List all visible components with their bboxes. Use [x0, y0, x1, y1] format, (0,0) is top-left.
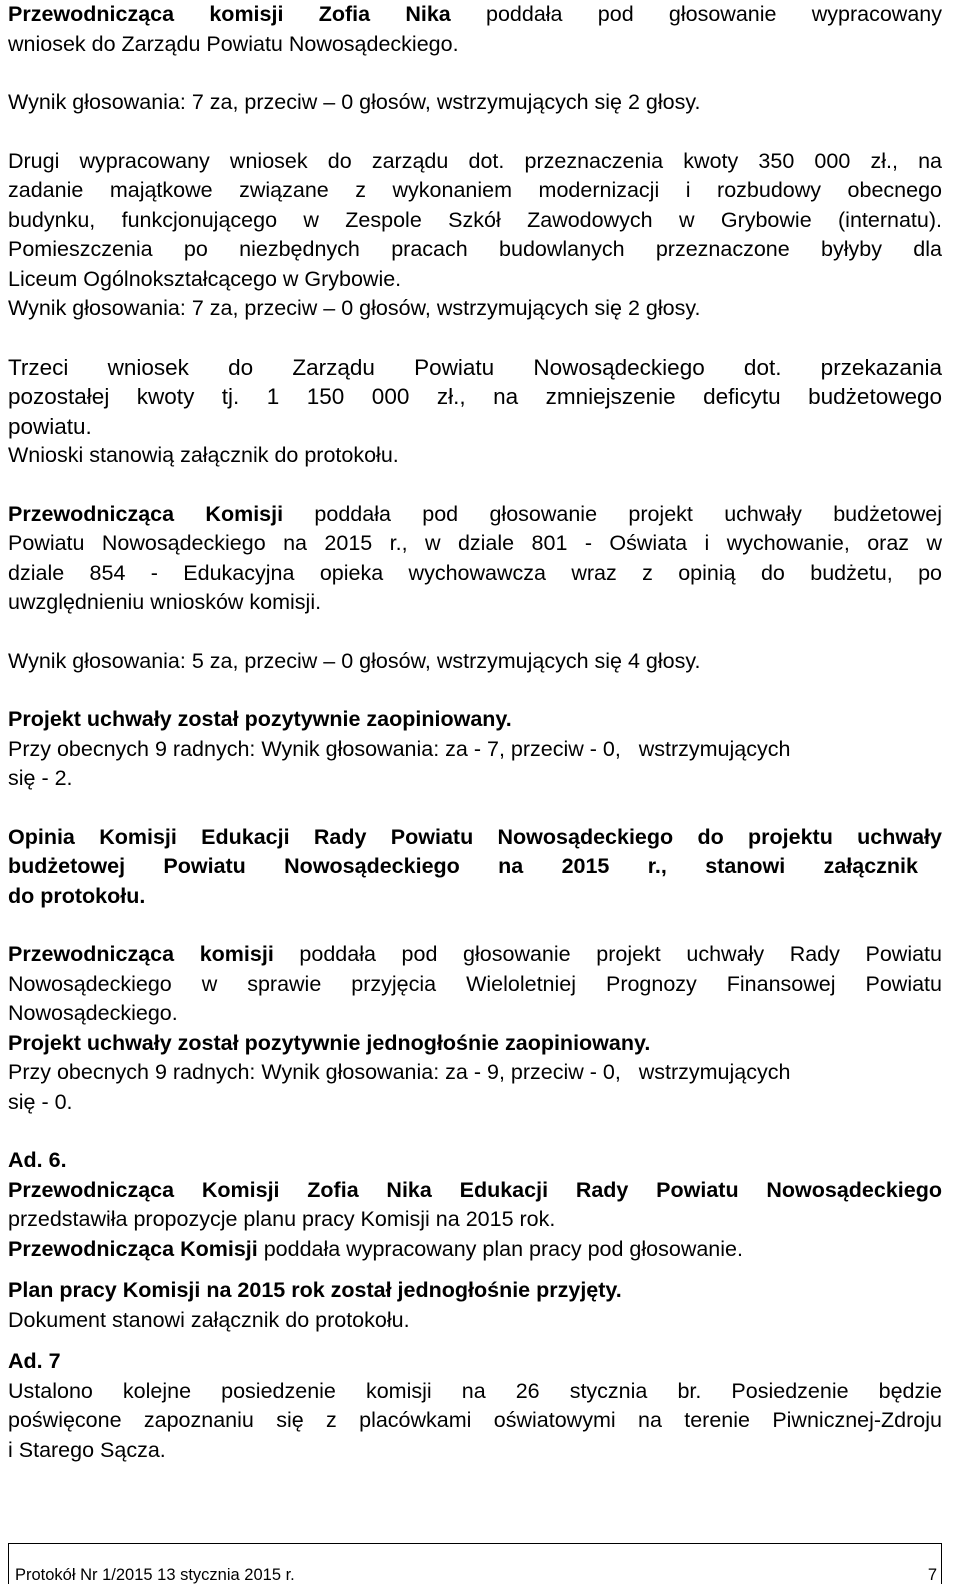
vote-result: Wynik głosowania: 7 za, przeciw – 0 głosów, wstrzymujących się 2 głosy. — [8, 90, 701, 114]
text-line: i Starego Sącza. — [8, 1437, 166, 1462]
text: poddała wypracowany plan pracy pod głosowanie. — [257, 1236, 743, 1261]
page-number: 7 — [927, 1566, 937, 1584]
footer-title: Protokół Nr 1/2015 13 stycznia 2015 r. — [15, 1566, 295, 1584]
text-line: Wnioski stanowią załącznik do protokołu. — [8, 443, 399, 467]
text-line: się - 0. — [8, 1089, 73, 1114]
text: poddała pod głosowanie projekt uchwały budżetowej — [283, 501, 942, 526]
text: poddała pod głosowanie wypracowany — [450, 2, 942, 26]
text-line: Przy obecnych 9 radnych: Wynik głosowania: za - 9, przeciw - 0, wstrzymujących — [8, 1060, 791, 1084]
bold-text: Projekt uchwały został pozytywnie jednogłośnie zaopiniowany. — [8, 1030, 651, 1055]
section-heading: Ad. 6. — [8, 1148, 67, 1172]
section-heading: Ad. 7 — [8, 1349, 61, 1373]
text-line: Nowosądeckiego w sprawie przyjęcia Wieloletniej Prognozy Finansowej Powiatu — [8, 971, 942, 996]
document-body — [8, 0, 942, 1465]
text-line: się - 2. — [8, 766, 73, 790]
paragraph — [8, 940, 942, 970]
paragraph — [8, 500, 942, 530]
text-line: budynku, funkcjonującego w Zespole Szkół Zawodowych w Grybowie (internatu). — [8, 207, 942, 232]
text: poddała pod głosowanie projekt uchwały Rady Powiatu — [273, 942, 942, 966]
text-line: Ustalono kolejne posiedzenie komisji na 26 stycznia br. Posiedzenie będzie — [8, 1378, 942, 1403]
bold-text: Przewodnicząca Komisji — [8, 501, 284, 526]
bold-text: budżetowej Powiatu Nowosądeckiego na 2015 r., stanowi załącznik — [8, 854, 918, 878]
text-line: Nowosądeckiego. — [8, 1001, 178, 1025]
text-line: Liceum Ogólnokształcącego w Grybowie. — [8, 266, 402, 291]
bold-text: Przewodnicząca Komisji — [8, 1236, 258, 1261]
text-line: Dokument stanowi załącznik do protokołu. — [8, 1307, 410, 1332]
page-footer — [8, 1543, 942, 1584]
bold-text: Przewodnicząca komisji — [8, 942, 274, 966]
text-line: przedstawiła propozycje planu pracy Komisji na 2015 rok. — [8, 1207, 556, 1231]
bold-text: Plan pracy Komisji na 2015 rok został jednogłośnie przyjęty. — [8, 1278, 622, 1302]
text-line: uwzględnieniu wniosków komisji. — [8, 590, 322, 614]
text-line: dziale 854 - Edukacyjna opieka wychowawcza wraz z opinią do budżetu, po — [8, 560, 942, 585]
text-line: Drugi wypracowany wniosek do zarządu dot. przeznaczenia kwoty 350 000 zł., na — [8, 148, 942, 173]
bold-text: Opinia Komisji Edukacji Rady Powiatu Nowosądeckiego do projektu uchwały — [8, 824, 942, 849]
paragraph — [8, 1235, 942, 1265]
text-line: Trzeci wniosek do Zarządu Powiatu Nowosądeckiego dot. przekazania — [8, 354, 942, 380]
text-line: wniosek do Zarządu Powiatu Nowosądeckiego. — [8, 31, 459, 56]
bold-text: Przewodnicząca Komisji Zofia Nika Edukacji Rady Powiatu Nowosądeckiego — [8, 1177, 942, 1202]
bold-text: Przewodnicząca komisji Zofia Nika — [8, 2, 451, 26]
text-line: powiatu. — [8, 413, 92, 439]
bold-text: do protokołu. — [8, 883, 146, 908]
text-line: zadanie majątkowe związane z wykonaniem modernizacji i rozbudowy obecnego — [8, 178, 942, 202]
vote-result: Wynik głosowania: 5 za, przeciw – 0 głosów, wstrzymujących się 4 głosy. — [8, 648, 701, 673]
text-line: Przy obecnych 9 radnych: Wynik głosowania: za - 7, przeciw - 0, wstrzymujących — [8, 736, 791, 761]
text-line: pozostałej kwoty tj. 1 150 000 zł., na zmniejszenie deficytu budżetowego — [8, 384, 942, 409]
paragraph — [8, 0, 942, 30]
text-line: Pomieszczenia po niezbędnych pracach budowlanych przeznaczone byłyby dla — [8, 237, 942, 261]
text-line: Powiatu Nowosądeckiego na 2015 r., w dziale 801 - Oświata i wychowanie, oraz w — [8, 531, 942, 555]
vote-result: Wynik głosowania: 7 za, przeciw – 0 głosów, wstrzymujących się 2 głosy. — [8, 296, 701, 320]
text-line: poświęcone zapoznaniu się z placówkami oświatowymi na terenie Piwnicznej-Zdroju — [8, 1408, 942, 1432]
bold-text: Projekt uchwały został pozytywnie zaopiniowany. — [8, 707, 512, 731]
